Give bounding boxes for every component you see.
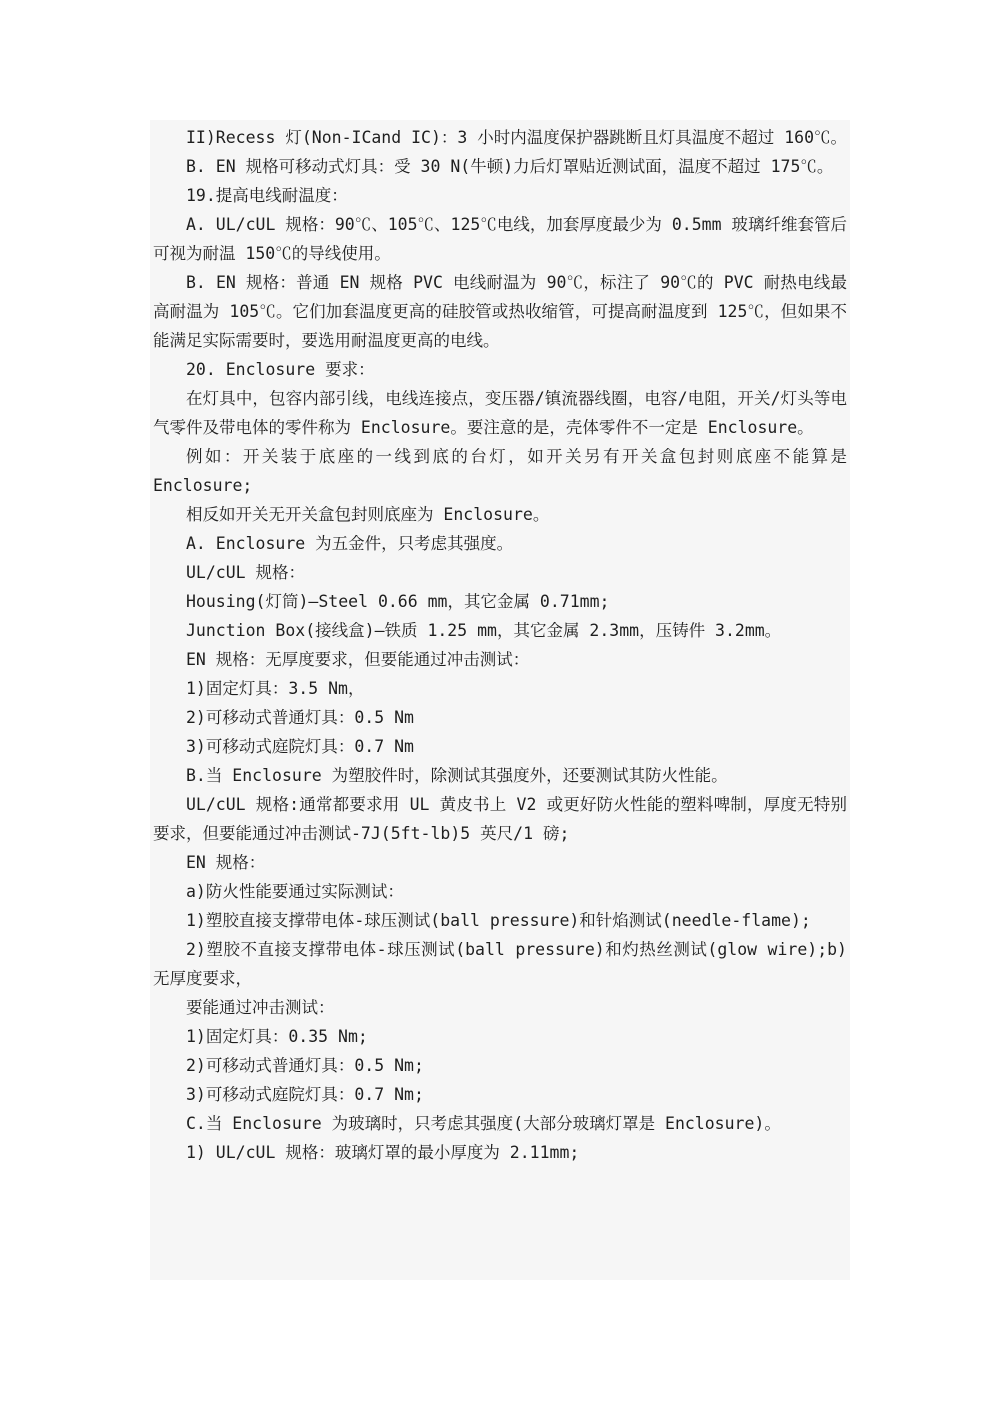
item-impact-test: 要能通过冲击测试： (186, 998, 335, 1017)
paragraph-example: 例如：开关装于底座的一线到底的台灯，如开关另有开关盒包封则底座不能算是 Enclosure; (153, 447, 847, 495)
item-portable-lamp-2: 2)可移动式普通灯具：0.5 Nm; (186, 1056, 424, 1075)
item-garden-lamp-1: 3)可移动式庭院灯具：0.7 Nm (186, 737, 414, 756)
paragraph-en-wire: B. EN 规格：普通 EN 规格 PVC 电线耐温为 90℃，标注了 90℃的 PVC 耐热电线最高耐温为 105℃。它们加套温度更高的硅胶管或热收缩管，可提高耐温度到 125℃，但如果不能满足实际需要时，要选用耐温度更高的电线。 (153, 273, 847, 350)
paragraph-glow-wire: 2)塑胶不直接支撑带电体-球压测试(ball pressure)和灼热丝测试(glow wire);b)无厚度要求， (153, 940, 847, 988)
paragraph-contrary: 相反如开关无开关盒包封则底座为 Enclosure。 (186, 505, 550, 524)
paragraph-ul-wire: A. UL/cUL 规格：90℃、105℃、125℃电线，加套厚度最少为 0.5mm 玻璃纤维套管后可视为耐温 150℃的导线使用。 (153, 215, 847, 263)
paragraph-enclosure-definition: 在灯具中，包容内部引线，电线连接点，变压器/镇流器线圈，电容/电阻，开关/灯头等电气零件及带电体的零件称为 Enclosure。要注意的是，壳体零件不一定是 Enclosure。 (153, 389, 847, 437)
item-housing: Housing(灯筒)—Steel 0.66 mm，其它金属 0.71mm; (186, 592, 610, 611)
item-portable-lamp-1: 2)可移动式普通灯具：0.5 Nm (186, 708, 414, 727)
item-fire-test: a)防火性能要通过实际测试： (186, 882, 404, 901)
item-fixed-lamp-2: 1)固定灯具：0.35 Nm; (186, 1027, 368, 1046)
document-text-block (150, 120, 850, 1280)
item-c-glass: C.当 Enclosure 为玻璃时，只考虑其强度(大部分玻璃灯罩是 Enclosure)。 (186, 1114, 781, 1133)
paragraph-ul-plastic: UL/cUL 规格:通常都要求用 UL 黄皮书上 V2 或更好防火性能的塑料啤制，厚度无特别要求，但要能通过冲击测试-7J(5ft-lb)5 英尺/1 磅; (153, 795, 847, 843)
paragraph-en-portable-lamp: B. EN 规格可移动式灯具：受 30 N(牛顿)力后灯罩贴近测试面，温度不超过 175℃。 (186, 157, 834, 176)
item-a-metal: A. Enclosure 为五金件，只考虑其强度。 (186, 534, 514, 553)
paragraph-recess-lamp: II)Recess 灯(Non-ICand IC)：3 小时内温度保护器跳断且灯具温度不超过 160℃。 (186, 128, 848, 147)
section-heading-19: 19.提高电线耐温度： (186, 186, 348, 205)
item-en-spec-plastic: EN 规格： (186, 853, 266, 872)
item-fixed-lamp-1: 1)固定灯具：3.5 Nm， (186, 679, 365, 698)
item-ul-glass: 1) UL/cUL 规格：玻璃灯罩的最小厚度为 2.11mm; (186, 1143, 580, 1162)
item-garden-lamp-2: 3)可移动式庭院灯具：0.7 Nm; (186, 1085, 424, 1104)
paragraph-needle-flame: 1)塑胶直接支撑带电体-球压测试(ball pressure)和针焰测试(needle-flame); (186, 911, 811, 930)
item-ul-spec: UL/cUL 规格： (186, 563, 306, 582)
item-b-plastic: B.当 Enclosure 为塑胶件时，除测试其强度外，还要测试其防火性能。 (186, 766, 728, 785)
item-en-spec: EN 规格：无厚度要求，但要能通过冲击测试： (186, 650, 530, 669)
section-heading-20: 20. Enclosure 要求： (186, 360, 375, 379)
item-junction-box: Junction Box(接线盒)—铁质 1.25 mm，其它金属 2.3mm，压铸件 3.2mm。 (186, 621, 782, 640)
